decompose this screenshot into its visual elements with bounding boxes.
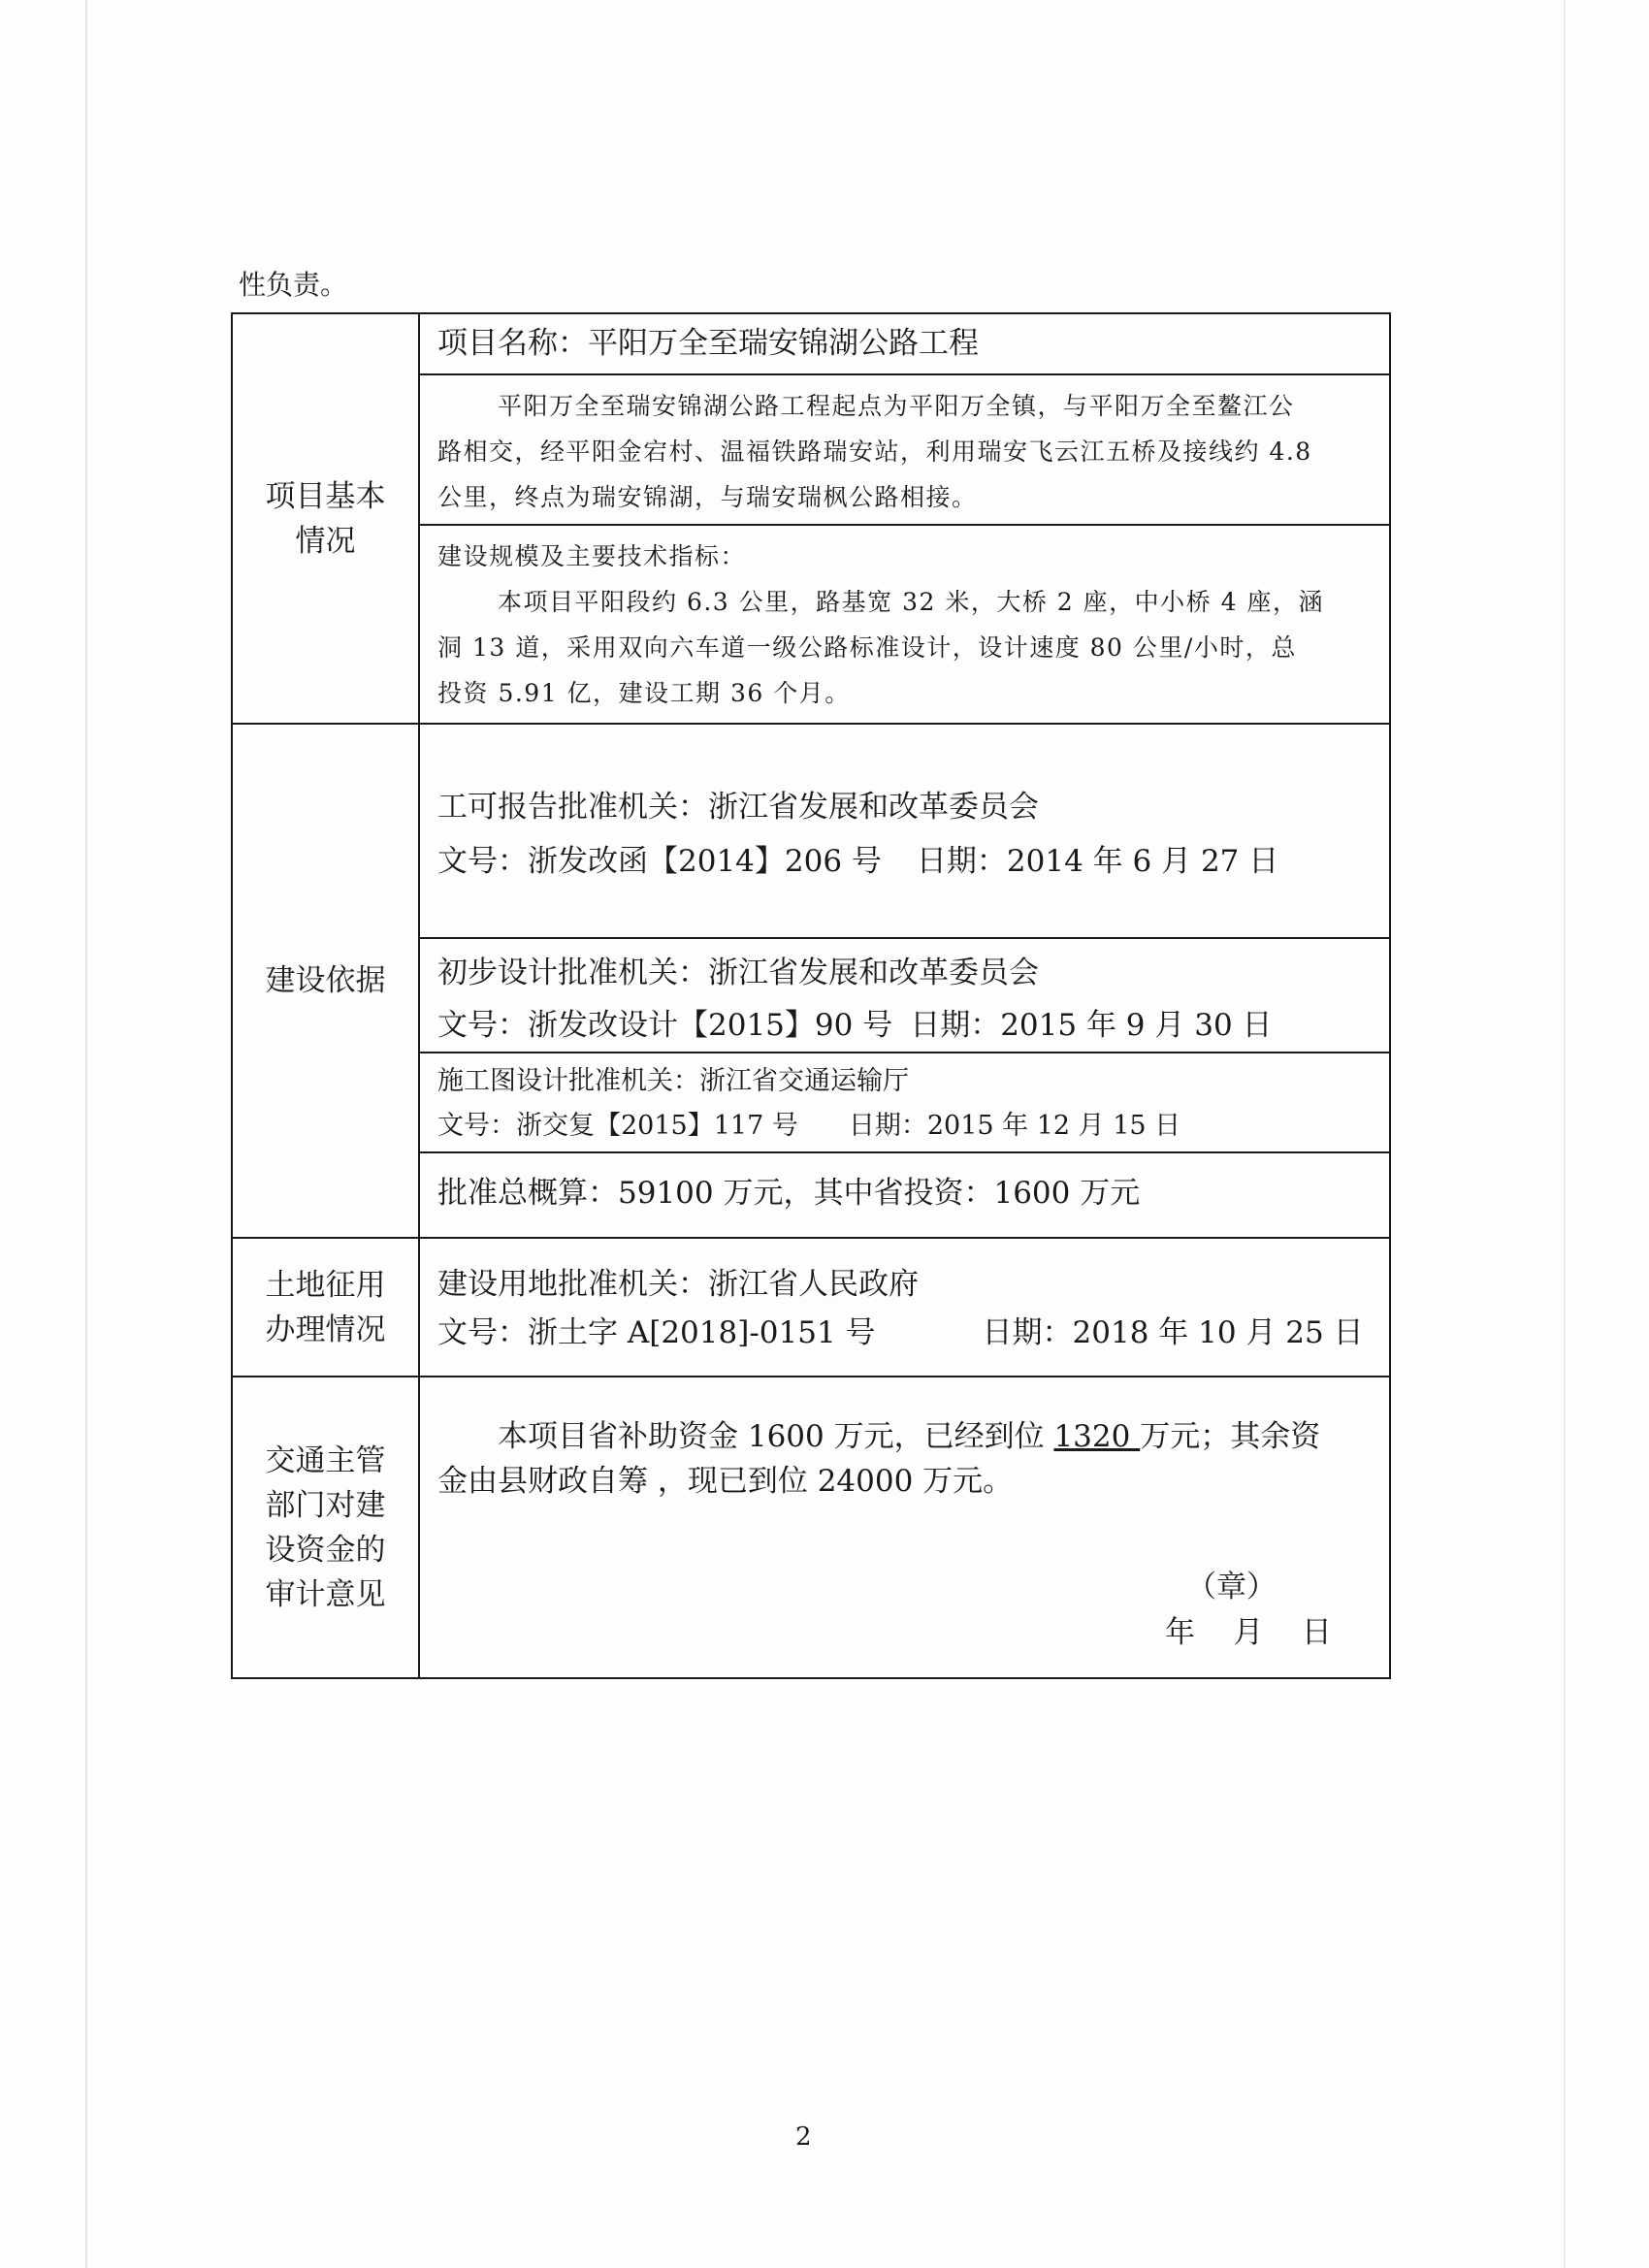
construction-drawing-approval: 施工图设计批准机关：浙江省交通运输厅 文号：浙交复【2015】117 号 日期：2015 年 12 月 15 日 xyxy=(437,1066,1181,1141)
scan-edge-right xyxy=(1564,0,1566,2268)
project-description: 平阳万全至瑞安锦湖公路工程起点为平阳万全镇，与平阳万全至鳌江公 路相交，经平阳金宕村、温福铁路瑞安站，利用瑞安飞云江五桥及接线约 4.8 公里，终点为瑞安锦湖，与瑞安瑞枫公路相接。 xyxy=(437,392,1312,511)
land-row xyxy=(232,1238,1390,1377)
scan-edge-left xyxy=(85,0,87,2268)
date-placeholder: 年 月 日 xyxy=(1165,1615,1332,1650)
feasibility-row xyxy=(232,724,1390,938)
feasibility-approval: 工可报告批准机关：浙江省发展和改革委员会 文号：浙发改函【2014】206 号 日期：2014 年 6 月 27 日 xyxy=(437,790,1279,879)
funds-in-place-amount: 1320 xyxy=(1053,1419,1141,1454)
construction-basis-label: 建设依据 xyxy=(232,724,419,1238)
preliminary-design-approval: 初步设计批准机关：浙江省发展和改革委员会 文号：浙发改设计【2015】90 号 日期：2015 年 9 月 30 日 xyxy=(437,956,1273,1043)
project-name: 项目名称：平阳万全至瑞安锦湖公路工程 xyxy=(437,326,979,361)
page-number: 2 xyxy=(795,2122,812,2152)
construction-scale: 建设规模及主要技术指标： 本项目平阳段约 6.3 公里，路基宽 32 米，大桥 2 座，中小桥 4 座，涵 洞 13 道，采用双向六车道一级公路标准设计，设计速度 80 公里/小时，总 投资 5.91 亿，建设工期 36 个月。 xyxy=(437,542,1324,707)
audit-row xyxy=(232,1377,1390,1678)
seal-placeholder: （章） xyxy=(1186,1570,1277,1604)
project-basic-label: 项目基本 情况 xyxy=(232,313,419,724)
audit-opinion: 本项目省补助资金 1600 万元，已经到位 1320 万元；其余资 金由县财政自筹 ，现已到位 24000 万元。 xyxy=(437,1419,1321,1499)
approved-budget: 批准总概算：59100 万元，其中省投资：1600 万元 xyxy=(437,1176,1141,1211)
project-name-row xyxy=(232,313,1390,374)
lead-text: 性负责。 xyxy=(239,269,348,301)
audit-opinion-label: 交通主管 部门对建 设资金的 审计意见 xyxy=(232,1377,419,1678)
land-acquisition-label: 土地征用 办理情况 xyxy=(232,1238,419,1377)
land-approval: 建设用地批准机关：浙江省人民政府 文号：浙土字 A[2018]-0151 号 日期：2018 年 10 月 25 日 xyxy=(437,1267,1364,1350)
project-info-table xyxy=(231,312,1391,1679)
